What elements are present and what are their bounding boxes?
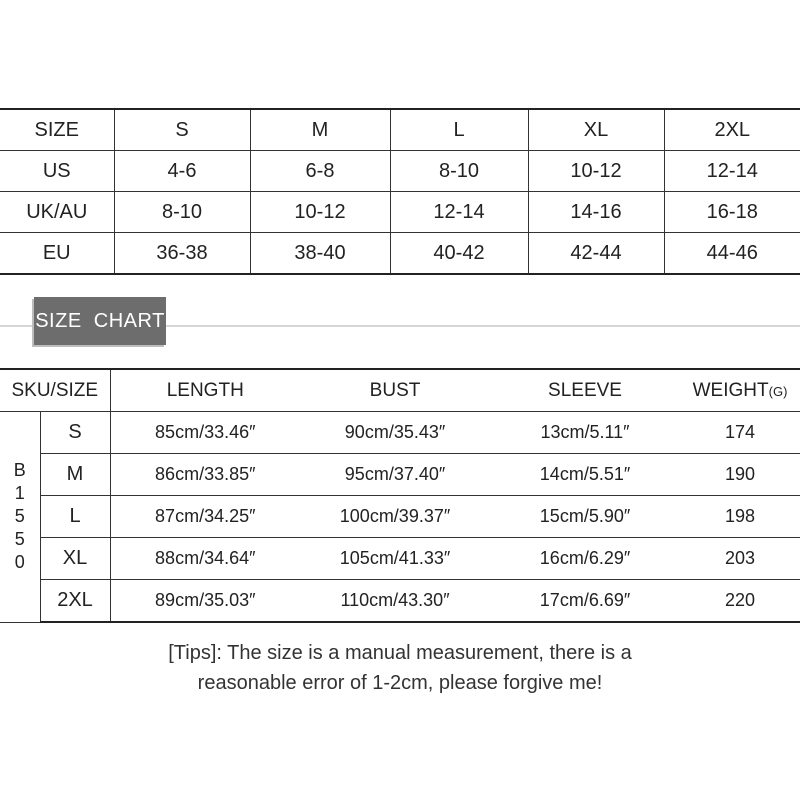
measurement-row (0, 412, 800, 454)
section-title: SIZE CHART (34, 297, 166, 345)
conversion-cell: 8-10 (390, 151, 528, 192)
conversion-cell: L (390, 109, 528, 151)
sku-code (0, 412, 40, 623)
length-cell: 89cm/35.03″ (110, 580, 300, 623)
conversion-cell: 2XL (664, 109, 800, 151)
sleeve-cell: 17cm/6.69″ (490, 580, 680, 623)
weight-cell: 203 (680, 538, 800, 580)
measurement-row (0, 454, 800, 496)
header-weight-unit: (G) (768, 383, 788, 399)
conversion-cell: XL (528, 109, 664, 151)
conversion-cell: 12-14 (390, 192, 528, 233)
bust-cell: 105cm/41.33″ (300, 538, 490, 580)
conversion-header-row (0, 109, 800, 151)
measurement-header-row (0, 369, 800, 412)
length-cell: 86cm/33.85″ (110, 454, 300, 496)
sleeve-cell: 14cm/5.51″ (490, 454, 680, 496)
weight-cell: 174 (680, 412, 800, 454)
conversion-cell: 12-14 (664, 151, 800, 192)
size-conversion-table (0, 108, 800, 275)
header-sleeve: SLEEVE (490, 369, 680, 412)
conversion-row-ukau (0, 192, 800, 233)
bust-cell: 90cm/35.43″ (300, 412, 490, 454)
conversion-cell: S (114, 109, 250, 151)
sleeve-cell: 16cm/6.29″ (490, 538, 680, 580)
conversion-cell: 42-44 (528, 233, 664, 275)
header-weight-label: WEIGHT (692, 379, 769, 401)
size-cell: M (40, 454, 110, 496)
conversion-cell: 10-12 (250, 192, 390, 233)
measurement-row (0, 538, 800, 580)
conversion-cell: 10-12 (528, 151, 664, 192)
length-cell: 88cm/34.64″ (110, 538, 300, 580)
header-sku-size: SKU/SIZE (0, 369, 110, 412)
conversion-cell: M (250, 109, 390, 151)
length-cell: 87cm/34.25″ (110, 496, 300, 538)
measurement-row (0, 496, 800, 538)
conversion-cell: 40-42 (390, 233, 528, 275)
conversion-cell: 44-46 (664, 233, 800, 275)
conversion-row-eu (0, 233, 800, 275)
bust-cell: 100cm/39.37″ (300, 496, 490, 538)
sku-char: 5 (14, 529, 25, 550)
measurement-table (0, 368, 800, 623)
conversion-cell: 36-38 (114, 233, 250, 275)
tips-note (0, 638, 800, 698)
bust-cell: 95cm/37.40″ (300, 454, 490, 496)
size-cell: 2XL (40, 580, 110, 623)
conversion-cell: 8-10 (114, 192, 250, 233)
size-cell: L (40, 496, 110, 538)
sku-char: B (13, 460, 26, 481)
measurement-row (0, 580, 800, 623)
conversion-cell: US (0, 151, 114, 192)
conversion-cell: UK/AU (0, 192, 114, 233)
header-bust: BUST (300, 369, 490, 412)
size-cell: XL (40, 538, 110, 580)
conversion-cell: SIZE (0, 109, 114, 151)
conversion-cell: 6-8 (250, 151, 390, 192)
weight-cell: 190 (680, 454, 800, 496)
sleeve-cell: 15cm/5.90″ (490, 496, 680, 538)
size-cell: S (40, 412, 110, 454)
tips-line: reasonable error of 1-2cm, please forgive me! (197, 672, 603, 694)
conversion-cell: 4-6 (114, 151, 250, 192)
tips-line: [Tips]: The size is a manual measurement, there is a (168, 642, 632, 664)
length-cell: 85cm/33.46″ (110, 412, 300, 454)
conversion-row-us (0, 151, 800, 192)
sleeve-cell: 13cm/5.11″ (490, 412, 680, 454)
header-length: LENGTH (110, 369, 300, 412)
bust-cell: 110cm/43.30″ (300, 580, 490, 623)
weight-cell: 198 (680, 496, 800, 538)
conversion-cell: 14-16 (528, 192, 664, 233)
conversion-cell: EU (0, 233, 114, 275)
conversion-cell: 38-40 (250, 233, 390, 275)
sku-char: 1 (14, 483, 25, 504)
weight-cell: 220 (680, 580, 800, 623)
sku-char: 0 (14, 552, 25, 573)
header-weight (680, 369, 800, 412)
sku-char: 5 (14, 506, 25, 527)
conversion-cell: 16-18 (664, 192, 800, 233)
